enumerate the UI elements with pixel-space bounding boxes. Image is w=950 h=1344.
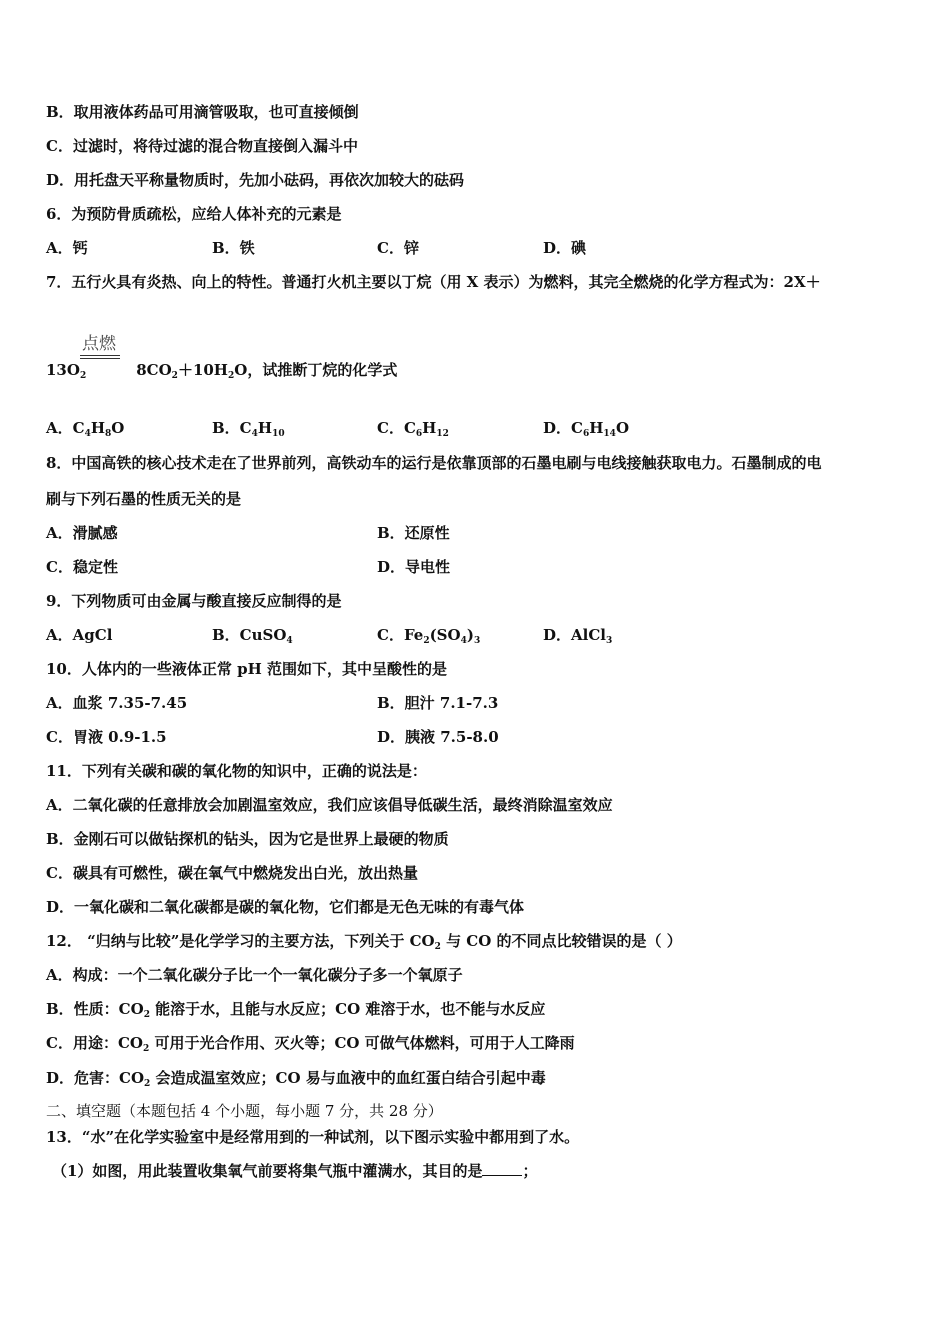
q7-option-b: B．$C_4H_{10}$: [212, 419, 285, 439]
q7-reaction-condition: 点燃: [82, 334, 116, 354]
q11-option-a: A．二氧化碳的任意排放会加剧温室效应，我们应该倡导低碳生活，最终消除温室效应: [46, 796, 613, 814]
q11-option-b: B．金刚石可以做钻探机的钻头，因为它是世界上最硬的物质: [46, 830, 449, 848]
q11-option-d: D．一氧化碳和二氧化碳都是碳的氧化物，它们都是无色无味的有毒气体: [46, 898, 525, 916]
q9-option-d: D．AlCl$_3$: [543, 626, 613, 646]
q9-option-b: B．CuSO$_4$: [212, 626, 293, 646]
q12-stem: 12． “归纳与比较”是化学学习的主要方法，下列关于 $CO_2$ 与 CO 的不同点比较错误的是（ ）: [46, 932, 682, 952]
q8-stem-line2: 刷与下列石墨的性质无关的是: [46, 490, 242, 508]
q9-option-c: C．$Fe_2(SO_4)_3$: [377, 626, 481, 646]
q7-stem: 7．五行火具有炎热、向上的特性。普通打火机主要以丁烷（用 X 表示）为燃料，其完全燃烧的化学方程式为：2X＋: [46, 273, 821, 291]
q9-option-a: A．AgCl: [46, 626, 113, 644]
q6-option-c: C．锌: [377, 239, 419, 257]
q12-option-c: C．用途：$CO_2$ 可用于光合作用、灭火等；CO 可做气体燃料，可用于人工降雨: [46, 1034, 575, 1054]
q5-option-b: B．取用液体药品可用滴管吸取，也可直接倾倒: [46, 103, 359, 121]
q8-option-c: C．稳定性: [46, 558, 118, 576]
q7-option-a: A．$C_4H_8O$: [46, 419, 125, 439]
q11-stem: 11．下列有关碳和碳的氧化物的知识中，正确的说法是：: [46, 762, 427, 780]
q5-option-d: D．用托盘天平称量物质时，先加小砝码，再依次加较大的砝码: [46, 171, 465, 189]
q5-option-c: C．过滤时，将待过滤的混合物直接倒入漏斗中: [46, 137, 358, 155]
q13-subquestion-1: （1）如图，用此装置收集氧气前要将集气瓶中灌满水，其目的是 ；: [52, 1162, 538, 1180]
q6-option-d: D．碘: [543, 239, 587, 257]
q8-option-a: A．滑腻感: [46, 524, 118, 542]
q10-option-c: C．胃液 0.9-1.5: [46, 728, 167, 746]
q12-option-d: D．危害：$CO_2$ 会造成温室效应；CO 易与血液中的血红蛋白结合引起中毒: [46, 1069, 546, 1089]
q10-stem: 10．人体内的一些液体正常 pH 范围如下，其中呈酸性的是: [46, 660, 447, 678]
q9-stem: 9．下列物质可由金属与酸直接反应制得的是: [46, 592, 342, 610]
q8-option-b: B．还原性: [377, 524, 450, 542]
q12-option-b: B．性质：$CO_2$ 能溶于水，且能与水反应；CO 难溶于水，也不能与水反应: [46, 1000, 546, 1020]
q7-option-c: C．$C_6H_{12}$: [377, 419, 449, 439]
q10-option-d: D．胰液 7.5-8.0: [377, 728, 499, 746]
q10-option-b: B．胆汁 7.1-7.3: [377, 694, 499, 712]
section-title: 二、填空题（本题包括 4 个小题，每小题 7 分，共 28 分）: [46, 1102, 443, 1120]
q12-option-a: A．构成：一个二氧化碳分子比一个一氧化碳分子多一个氧原子: [46, 966, 463, 984]
q8-stem-line1: 8．中国高铁的核心技术走在了世界前列，高铁动车的运行是依靠顶部的石墨电刷与电线接触获取电力。石墨制成的电: [46, 454, 822, 472]
q7-equation: $13O_2$ $8CO_2+10H_2O$，试推断丁烷的化学式: [46, 361, 398, 381]
q13-stem: 13．“水”在化学实验室中是经常用到的一种试剂，以下图示实验中都用到了水。: [46, 1128, 580, 1146]
q7-option-d: D．$C_6H_{14}O$: [543, 419, 630, 439]
q11-option-c: C．碳具有可燃性，碳在氧气中燃烧发出白光，放出热量: [46, 864, 418, 882]
answer-blank[interactable]: [482, 1161, 522, 1176]
q6-option-b: B．铁: [212, 239, 255, 257]
q6-stem: 6．为预防骨质疏松，应给人体补充的元素是: [46, 205, 342, 223]
q10-option-a: A．血浆 7.35-7.45: [46, 694, 188, 712]
q6-option-a: A．钙: [46, 239, 88, 257]
q8-option-d: D．导电性: [377, 558, 451, 576]
